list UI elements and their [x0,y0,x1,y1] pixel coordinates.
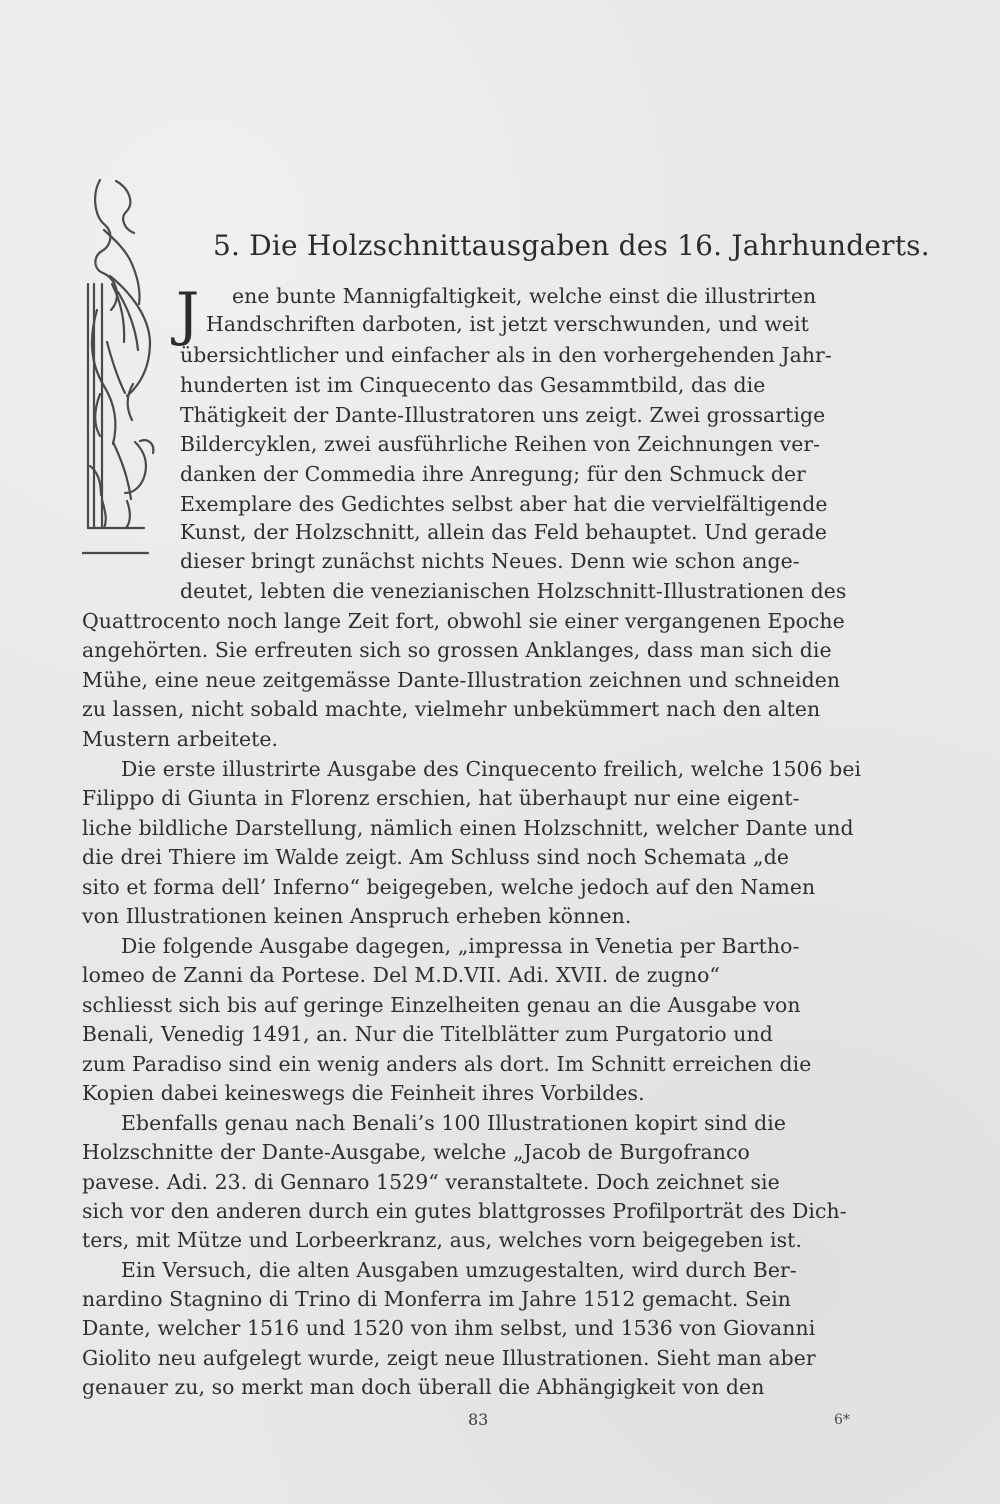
text-line-33: ters, mit Mütze und Lorbeerkranz, aus, welches vorn beigegeben ist. [82,1228,802,1252]
text-line-25: schliesst sich bis auf geringe Einzelheiten genau an die Ausgabe von [82,993,801,1017]
text-line-38: genauer zu, so merkt man doch überall die Abhängigkeit von den [82,1375,765,1399]
text-line-27: zum Paradiso sind ein wenig anders als dort. Im Schnitt erreichen die [82,1052,812,1076]
text-line-15: zu lassen, nicht sobald machte, vielmehr unbekümmert nach den alten [82,697,821,721]
text-line-31: pavese. Adi. 23. di Gennaro 1529“ veranstaltete. Doch zeichnet sie [82,1170,780,1194]
text-line-23: Die folgende Ausgabe dagegen, „impressa in Venetia per Bartho- [121,934,800,958]
text-line-17: Die erste illustrirte Ausgabe des Cinquecento freilich, welche 1506 bei [121,757,862,781]
text-line-3: übersichtlicher und einfacher als in den vorhergehenden Jahr- [180,343,832,367]
text-line-22: von Illustrationen keinen Anspruch erheben können. [82,904,632,928]
text-line-1: ene bunte Mannigfaltigkeit, welche einst die illustrirten [232,284,817,308]
text-line-35: nardino Stagnino di Trino di Monferra im Jahre 1512 gemacht. Sein [82,1287,792,1311]
text-line-28: Kopien dabei keineswegs die Feinheit ihres Vorbildes. [82,1081,645,1105]
text-line-6: Bildercyklen, zwei ausführliche Reihen von Zeichnungen ver- [180,432,821,456]
text-line-36: Dante, welcher 1516 und 1520 von ihm selbst, und 1536 von Giovanni [82,1316,816,1340]
text-line-16: Mustern arbeitete. [82,727,279,751]
text-line-5: Thätigkeit der Dante-Illustratoren uns zeigt. Zwei grossartige [180,403,826,427]
text-line-20: die drei Thiere im Walde zeigt. Am Schluss sind noch Schemata „de [82,845,789,869]
text-line-13: angehörten. Sie erfreuten sich so grossen Anklanges, dass man sich die [82,638,832,662]
page-number: 83 [468,1410,489,1429]
text-line-37: Giolito neu aufgelegt wurde, zeigt neue Illustrationen. Sieht man aber [82,1346,816,1370]
text-line-7: danken der Commedia ihre Anregung; für den Schmuck der [180,462,806,486]
text-line-18: Filippo di Giunta in Florenz erschien, hat überhaupt nur eine eigent- [82,786,800,810]
drop-cap-letter: J [176,280,200,348]
text-line-2: Handschriften darboten, ist jetzt verschwunden, und weit [206,312,809,336]
text-line-30: Holzschnitte der Dante-Ausgabe, welche „Jacob de Burgofranco [82,1140,750,1164]
text-line-19: liche bildliche Darstellung, nämlich einen Holzschnitt, welcher Dante und [82,816,854,840]
text-line-10: dieser bringt zunächst nichts Neues. Denn wie schon ange- [180,549,800,573]
text-line-24: lomeo de Zanni da Portese. Del M.D.VII. Adi. XVII. de zugno“ [82,963,720,987]
text-line-26: Benali, Venedig 1491, an. Nur die Titelblätter zum Purgatorio und [82,1022,773,1046]
text-line-34: Ein Versuch, die alten Ausgaben umzugestalten, wird durch Ber- [121,1258,797,1282]
text-line-9: Kunst, der Holzschnitt, allein das Feld behauptet. Und gerade [180,520,827,544]
text-line-29: Ebenfalls genau nach Benali’s 100 Illustrationen kopirt sind die [121,1111,787,1135]
page-title: 5. Die Holzschnittausgaben des 16. Jahrhunderts. [213,229,930,262]
text-line-8: Exemplare des Gedichtes selbst aber hat die vervielfältigende [180,492,828,516]
text-line-11: deutet, lebten die venezianischen Holzschnitt-Illustrationen des [180,579,847,603]
signature-mark: 6* [834,1412,850,1428]
text-line-21: sito et forma dell’ Inferno“ beigegeben, welche jedoch auf den Namen [82,875,816,899]
text-line-14: Mühe, eine neue zeitgemässe Dante-Illustration zeichnen und schneiden [82,668,841,692]
text-line-32: sich vor den anderen durch ein gutes blattgrosses Profilporträt des Dich- [82,1199,847,1223]
text-line-12: Quattrocento noch lange Zeit fort, obwohl sie einer vergangenen Epoche [82,609,845,633]
text-line-4: hunderten ist im Cinquecento das Gesammtbild, das die [180,373,766,397]
